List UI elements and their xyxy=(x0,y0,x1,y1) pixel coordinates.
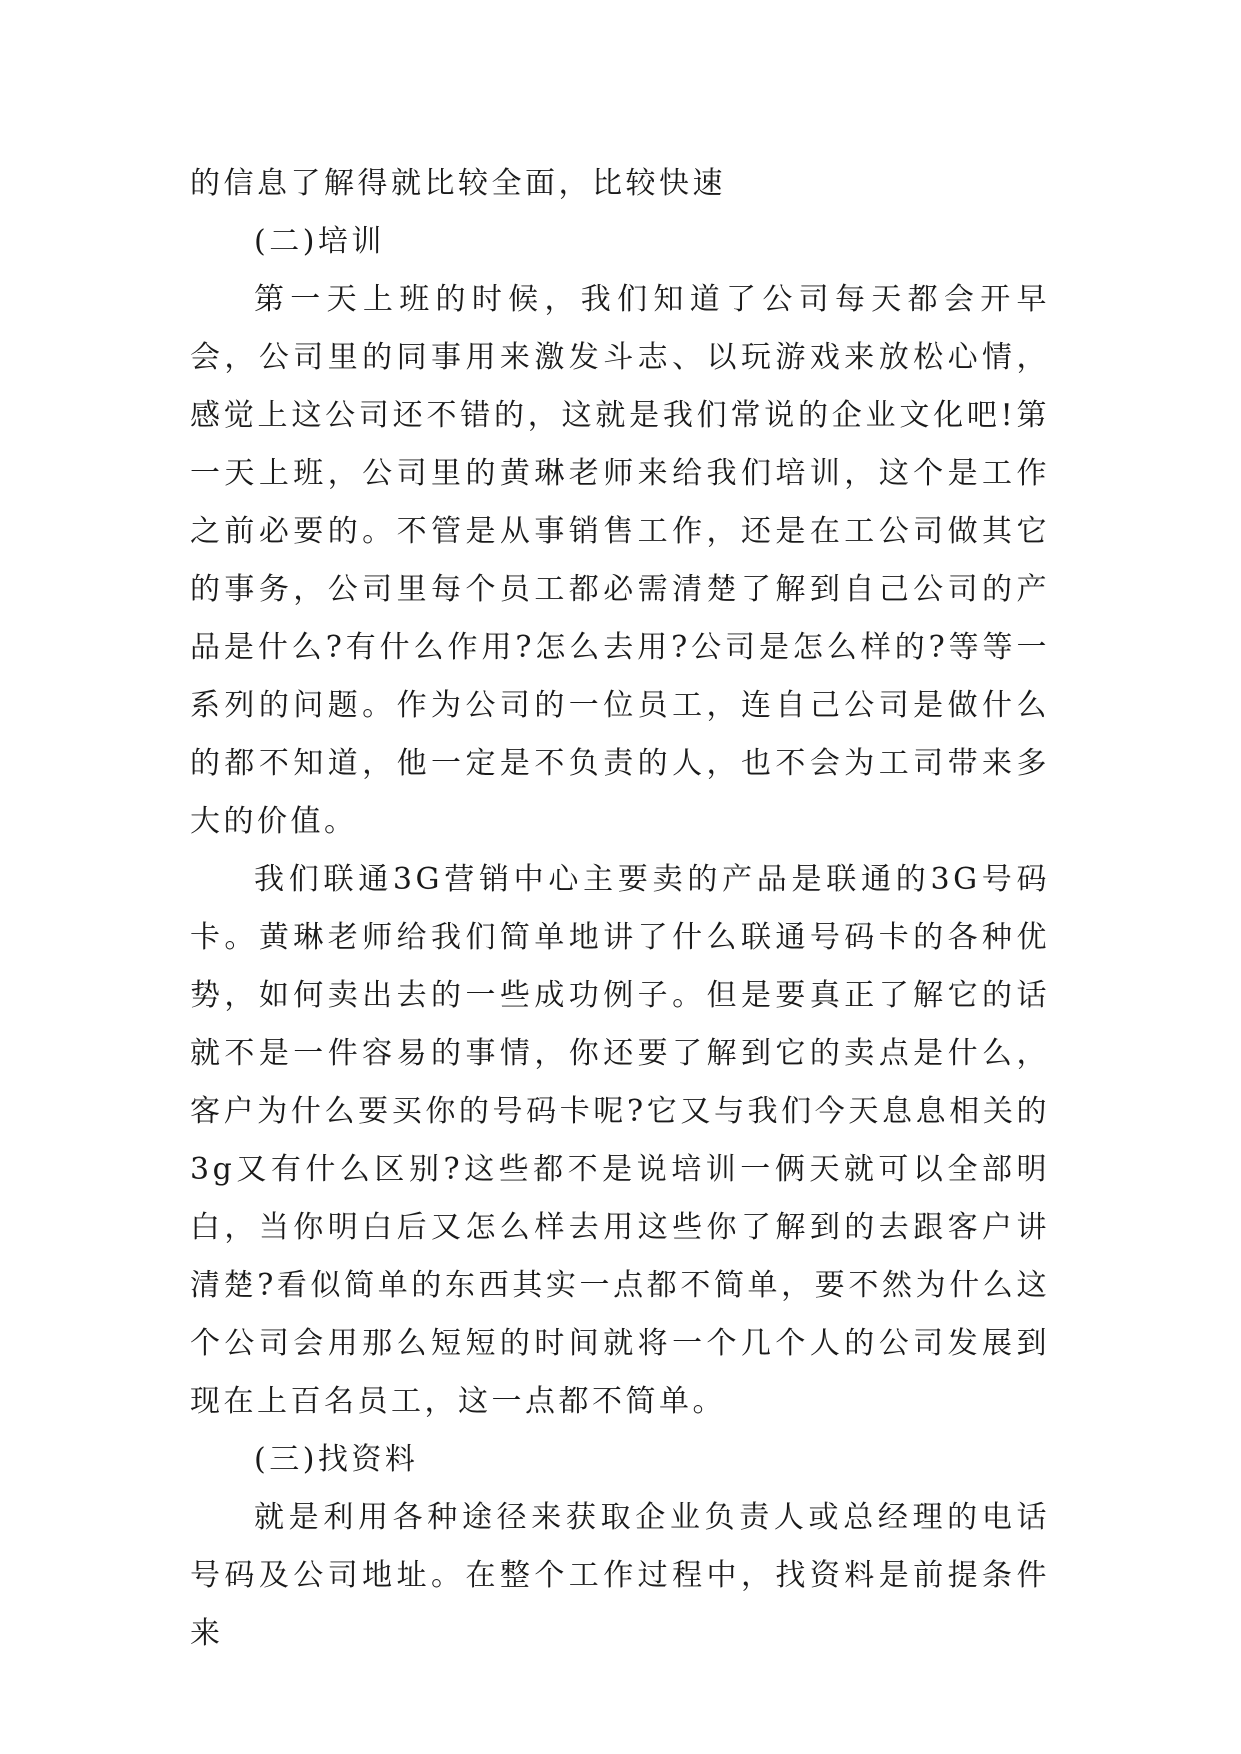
section-heading-find-info: (三)找资料 xyxy=(254,1442,419,1477)
section-heading-training: (二)培训 xyxy=(254,224,385,259)
paragraph-find-info: 就是利用各种途径来获取企业负责人或总经理的电话号码及公司地址。在整个工作过程中，找资料是前提条件来 xyxy=(190,1500,1050,1651)
document-body xyxy=(190,155,1050,1663)
paragraph-3g-product: 我们联通3G营销中心主要卖的产品是联通的3G号码卡。黄琳老师给我们简单地讲了什么联通号码卡的各种优势，如何卖出去的一些成功例子。但是要真正了解它的话就不是一件容易的事情，你还要了解到它的卖点是什么，客户为什么要买你的号码卡呢?它又与我们今天息息相关的3g又有什么区别?这些都不是说培训一俩天就可以全部明白，当你明白后又怎么样去用这些你了解到的去跟客户讲清楚?看似简单的东西其实一点都不简单，要不然为什么这个公司会用那么短短的时间就将一个几个人的公司发展到现在上百名员工，这一点都不简单。 xyxy=(190,862,1050,1419)
paragraph-continuation: 的信息了解得就比较全面，比较快速 xyxy=(190,166,726,201)
paragraph-training-intro: 第一天上班的时候，我们知道了公司每天都会开早会，公司里的同事用来激发斗志、以玩游戏来放松心情，感觉上这公司还不错的，这就是我们常说的企业文化吧!第一天上班，公司里的黄琳老师来给我们培训，这个是工作之前必要的。不管是从事销售工作，还是在工公司做其它的事务，公司里每个员工都必需清楚了解到自己公司的产品是什么?有什么作用?怎么去用?公司是怎么样的?等等一系列的问题。作为公司的一位员工，连自己公司是做什么的都不知道，他一定是不负责的人，也不会为工司带来多大的价值。 xyxy=(190,282,1050,839)
